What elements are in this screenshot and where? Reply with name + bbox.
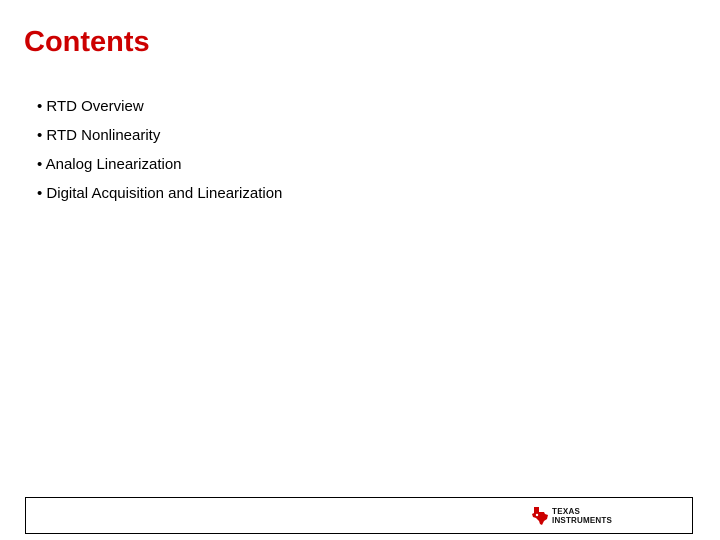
logo-text-texas: TEXAS xyxy=(552,507,581,516)
list-item: • Analog Linearization xyxy=(37,156,182,173)
list-item: • Digital Acquisition and Linearization xyxy=(37,185,283,202)
footer-bar xyxy=(25,497,693,534)
logo-wordmark xyxy=(552,507,612,525)
list-item: • RTD Overview xyxy=(37,98,144,115)
slide-title: Contents xyxy=(24,26,150,58)
list-item: • RTD Nonlinearity xyxy=(37,127,161,144)
contents-list xyxy=(37,95,282,211)
logo-text-instruments: INSTRUMENTS xyxy=(552,516,612,525)
texas-instruments-logo xyxy=(531,505,612,527)
texas-state-icon xyxy=(531,506,549,526)
